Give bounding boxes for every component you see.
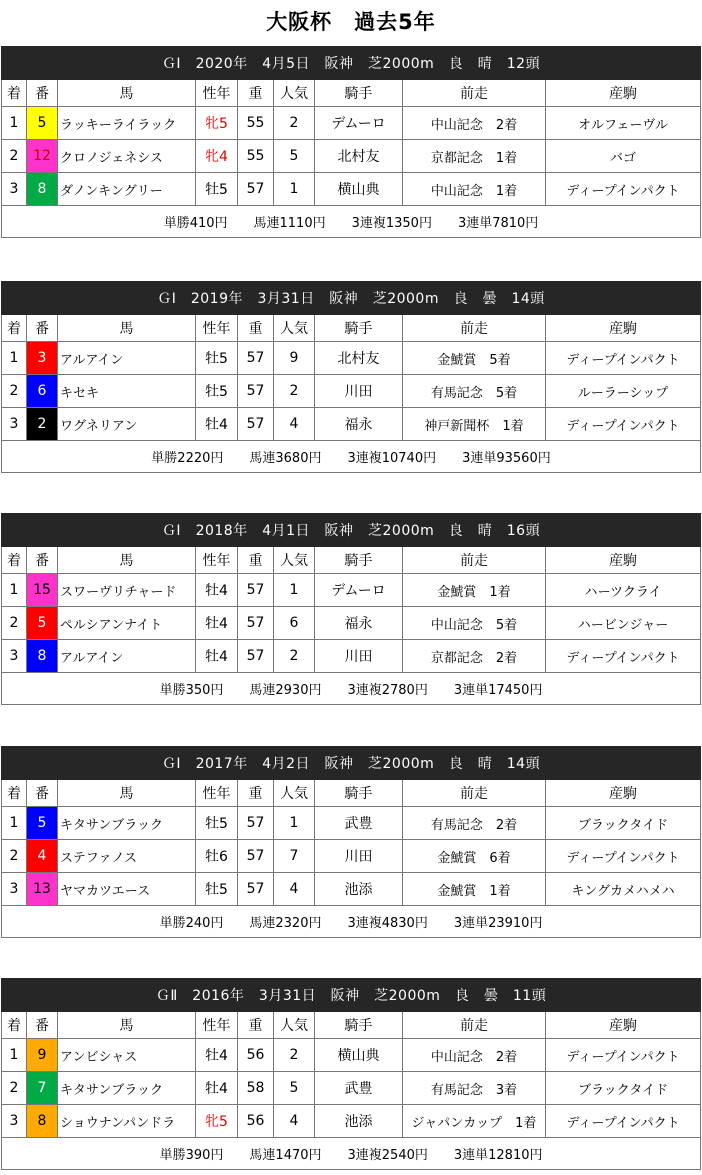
col-header-weight: 重 [238,547,274,574]
rank-cell: 1 [2,107,27,140]
number-cell: 9 [27,1039,58,1072]
table-row [2,375,701,408]
race-header: ＧⅠ 2017年 4月2日 阪神 芝2000m 良 晴 14頭 [2,747,701,780]
col-header-sire: 産駒 [546,547,701,574]
horse-name-cell: キセキ [58,375,196,408]
col-header-popularity: 人気 [274,780,315,807]
table-row [2,408,701,441]
weight-cell: 56 [238,1105,274,1138]
col-header-popularity: 人気 [274,1012,315,1039]
col-header-number: 番 [27,780,58,807]
sex-age-cell: 牡5 [196,873,238,906]
col-header-sex-age: 性年 [196,315,238,342]
weight-cell: 57 [238,173,274,206]
previous-race-cell: 金鯱賞 5着 [403,342,546,375]
number-cell: 13 [27,873,58,906]
jockey-cell: 北村友 [315,140,403,173]
col-header-rank: 着 [2,80,27,107]
col-header-popularity: 人気 [274,315,315,342]
race-table [1,978,701,1170]
horse-name-cell: ワグネリアン [58,408,196,441]
popularity-cell: 2 [274,640,315,673]
table-row [2,873,701,906]
table-row [2,1072,701,1105]
sex-age-cell: 牡5 [196,807,238,840]
col-header-horse: 馬 [58,780,196,807]
popularity-cell: 2 [274,107,315,140]
rank-cell: 2 [2,140,27,173]
col-header-rank: 着 [2,315,27,342]
payout-summary: 単勝2220円 馬連3680円 3連複10740円 3連単93560円 [2,441,701,473]
previous-race-cell: 京都記念 1着 [403,140,546,173]
sex-age-cell: 牝5 [196,107,238,140]
weight-cell: 57 [238,607,274,640]
col-header-number: 番 [27,1012,58,1039]
popularity-cell: 9 [274,342,315,375]
horse-name-cell: キタサンブラック [58,807,196,840]
popularity-cell: 6 [274,607,315,640]
jockey-cell: 横山典 [315,173,403,206]
horse-name-cell: キタサンブラック [58,1072,196,1105]
horse-name-cell: クロノジェネシス [58,140,196,173]
col-header-jockey: 騎手 [315,1012,403,1039]
col-header-popularity: 人気 [274,547,315,574]
previous-race-cell: 神戸新聞杯 1着 [403,408,546,441]
race-header: ＧⅠ 2018年 4月1日 阪神 芝2000m 良 晴 16頭 [2,514,701,547]
jockey-cell: デムーロ [315,574,403,607]
rank-cell: 3 [2,408,27,441]
race-table [1,513,701,705]
rank-cell: 1 [2,342,27,375]
col-header-sex-age: 性年 [196,80,238,107]
weight-cell: 58 [238,1072,274,1105]
rank-cell: 3 [2,873,27,906]
jockey-cell: 北村友 [315,342,403,375]
col-header-jockey: 騎手 [315,780,403,807]
sire-cell: キングカメハメハ [546,873,701,906]
rank-cell: 2 [2,1072,27,1105]
sire-cell: ディープインパクト [546,1039,701,1072]
col-header-previous-race: 前走 [403,80,546,107]
popularity-cell: 1 [274,807,315,840]
previous-race-cell: 中山記念 5着 [403,607,546,640]
weight-cell: 55 [238,140,274,173]
col-header-sex-age: 性年 [196,547,238,574]
col-header-sire: 産駒 [546,315,701,342]
sire-cell: ディープインパクト [546,1105,701,1138]
popularity-cell: 4 [274,408,315,441]
col-header-rank: 着 [2,780,27,807]
previous-race-cell: 金鯱賞 6着 [403,840,546,873]
weight-cell: 57 [238,342,274,375]
rank-cell: 2 [2,375,27,408]
jockey-cell: 川田 [315,375,403,408]
number-cell: 5 [27,807,58,840]
col-header-jockey: 騎手 [315,80,403,107]
popularity-cell: 5 [274,140,315,173]
col-header-sex-age: 性年 [196,780,238,807]
weight-cell: 57 [238,640,274,673]
table-row [2,574,701,607]
col-header-weight: 重 [238,1012,274,1039]
col-header-jockey: 騎手 [315,315,403,342]
popularity-cell: 2 [274,1039,315,1072]
number-cell: 5 [27,607,58,640]
col-header-sire: 産駒 [546,80,701,107]
race-table [1,281,701,473]
sire-cell: ディープインパクト [546,840,701,873]
table-row [2,1105,701,1138]
previous-race-cell: 有馬記念 3着 [403,1072,546,1105]
weight-cell: 55 [238,107,274,140]
number-cell: 4 [27,840,58,873]
sire-cell: ハーツクライ [546,574,701,607]
jockey-cell: 福永 [315,607,403,640]
table-row [2,140,701,173]
col-header-number: 番 [27,80,58,107]
col-header-weight: 重 [238,80,274,107]
jockey-cell: 川田 [315,640,403,673]
table-row [2,1039,701,1072]
table-row [2,342,701,375]
sex-age-cell: 牡5 [196,173,238,206]
col-header-previous-race: 前走 [403,547,546,574]
sex-age-cell: 牡6 [196,840,238,873]
rank-cell: 2 [2,607,27,640]
rank-cell: 1 [2,807,27,840]
jockey-cell: 武豊 [315,807,403,840]
sex-age-cell: 牡5 [196,375,238,408]
weight-cell: 57 [238,375,274,408]
payout-summary: 単勝240円 馬連2320円 3連複4830円 3連単23910円 [2,906,701,938]
jockey-cell: 福永 [315,408,403,441]
previous-race-cell: 金鯱賞 1着 [403,574,546,607]
popularity-cell: 4 [274,873,315,906]
previous-race-cell: 金鯱賞 1着 [403,873,546,906]
payout-summary: 単勝410円 馬連1110円 3連複1350円 3連単7810円 [2,206,701,238]
sire-cell: ディープインパクト [546,342,701,375]
col-header-previous-race: 前走 [403,315,546,342]
horse-name-cell: アルアイン [58,342,196,375]
race-header: ＧⅡ 2016年 3月31日 阪神 芝2000m 良 曇 11頭 [2,979,701,1012]
number-cell: 8 [27,1105,58,1138]
number-cell: 5 [27,107,58,140]
payout-summary: 単勝390円 馬連1470円 3連複2540円 3連単12810円 [2,1138,701,1170]
jockey-cell: 池添 [315,873,403,906]
horse-name-cell: アルアイン [58,640,196,673]
number-cell: 6 [27,375,58,408]
col-header-rank: 着 [2,547,27,574]
popularity-cell: 7 [274,840,315,873]
col-header-horse: 馬 [58,547,196,574]
horse-name-cell: ショウナンパンドラ [58,1105,196,1138]
popularity-cell: 1 [274,173,315,206]
jockey-cell: デムーロ [315,107,403,140]
race-header: ＧⅠ 2020年 4月5日 阪神 芝2000m 良 晴 12頭 [2,47,701,80]
table-row [2,607,701,640]
sire-cell: ルーラーシップ [546,375,701,408]
horse-name-cell: アンビシャス [58,1039,196,1072]
sire-cell: ディープインパクト [546,408,701,441]
weight-cell: 57 [238,574,274,607]
sex-age-cell: 牡4 [196,607,238,640]
previous-race-cell: 有馬記念 5着 [403,375,546,408]
col-header-horse: 馬 [58,80,196,107]
sex-age-cell: 牡4 [196,574,238,607]
sire-cell: バゴ [546,140,701,173]
sex-age-cell: 牝4 [196,140,238,173]
col-header-number: 番 [27,547,58,574]
popularity-cell: 5 [274,1072,315,1105]
table-row [2,840,701,873]
col-header-popularity: 人気 [274,80,315,107]
sex-age-cell: 牝5 [196,1105,238,1138]
horse-name-cell: ステファノス [58,840,196,873]
sex-age-cell: 牡4 [196,1072,238,1105]
weight-cell: 57 [238,840,274,873]
col-header-horse: 馬 [58,1012,196,1039]
number-cell: 8 [27,173,58,206]
race-table [1,746,701,938]
number-cell: 7 [27,1072,58,1105]
horse-name-cell: ラッキーライラック [58,107,196,140]
popularity-cell: 4 [274,1105,315,1138]
jockey-cell: 川田 [315,840,403,873]
col-header-sex-age: 性年 [196,1012,238,1039]
table-row [2,807,701,840]
horse-name-cell: スワーヴリチャード [58,574,196,607]
col-header-horse: 馬 [58,315,196,342]
col-header-previous-race: 前走 [403,1012,546,1039]
sex-age-cell: 牡4 [196,1039,238,1072]
col-header-sire: 産駒 [546,780,701,807]
previous-race-cell: ジャパンカップ 1着 [403,1105,546,1138]
number-cell: 3 [27,342,58,375]
rank-cell: 3 [2,173,27,206]
col-header-weight: 重 [238,315,274,342]
race-table [1,46,701,238]
previous-race-cell: 中山記念 2着 [403,1039,546,1072]
table-row [2,640,701,673]
weight-cell: 57 [238,408,274,441]
sire-cell: オルフェーヴル [546,107,701,140]
popularity-cell: 2 [274,375,315,408]
previous-race-cell: 有馬記念 2着 [403,807,546,840]
sire-cell: ハービンジャー [546,607,701,640]
sire-cell: ディープインパクト [546,173,701,206]
number-cell: 12 [27,140,58,173]
previous-race-cell: 京都記念 2着 [403,640,546,673]
rank-cell: 3 [2,640,27,673]
weight-cell: 57 [238,807,274,840]
rank-cell: 2 [2,840,27,873]
weight-cell: 56 [238,1039,274,1072]
rank-cell: 1 [2,574,27,607]
page-title: 大阪杯 過去5年 [266,10,436,34]
jockey-cell: 横山典 [315,1039,403,1072]
sire-cell: ブラックタイド [546,1072,701,1105]
popularity-cell: 1 [274,574,315,607]
col-header-jockey: 騎手 [315,547,403,574]
number-cell: 15 [27,574,58,607]
col-header-sire: 産駒 [546,1012,701,1039]
horse-name-cell: ダノンキングリー [58,173,196,206]
payout-summary: 単勝350円 馬連2930円 3連複2780円 3連単17450円 [2,673,701,705]
weight-cell: 57 [238,873,274,906]
number-cell: 8 [27,640,58,673]
sex-age-cell: 牡5 [196,342,238,375]
table-row [2,107,701,140]
table-row [2,173,701,206]
sire-cell: ディープインパクト [546,640,701,673]
number-cell: 2 [27,408,58,441]
col-header-previous-race: 前走 [403,780,546,807]
sex-age-cell: 牡4 [196,640,238,673]
jockey-cell: 池添 [315,1105,403,1138]
rank-cell: 3 [2,1105,27,1138]
col-header-number: 番 [27,315,58,342]
horse-name-cell: ヤマカツエース [58,873,196,906]
col-header-rank: 着 [2,1012,27,1039]
sire-cell: ブラックタイド [546,807,701,840]
previous-race-cell: 中山記念 2着 [403,107,546,140]
col-header-weight: 重 [238,780,274,807]
sex-age-cell: 牡4 [196,408,238,441]
race-header: ＧⅠ 2019年 3月31日 阪神 芝2000m 良 曇 14頭 [2,282,701,315]
jockey-cell: 武豊 [315,1072,403,1105]
previous-race-cell: 中山記念 1着 [403,173,546,206]
rank-cell: 1 [2,1039,27,1072]
horse-name-cell: ペルシアンナイト [58,607,196,640]
